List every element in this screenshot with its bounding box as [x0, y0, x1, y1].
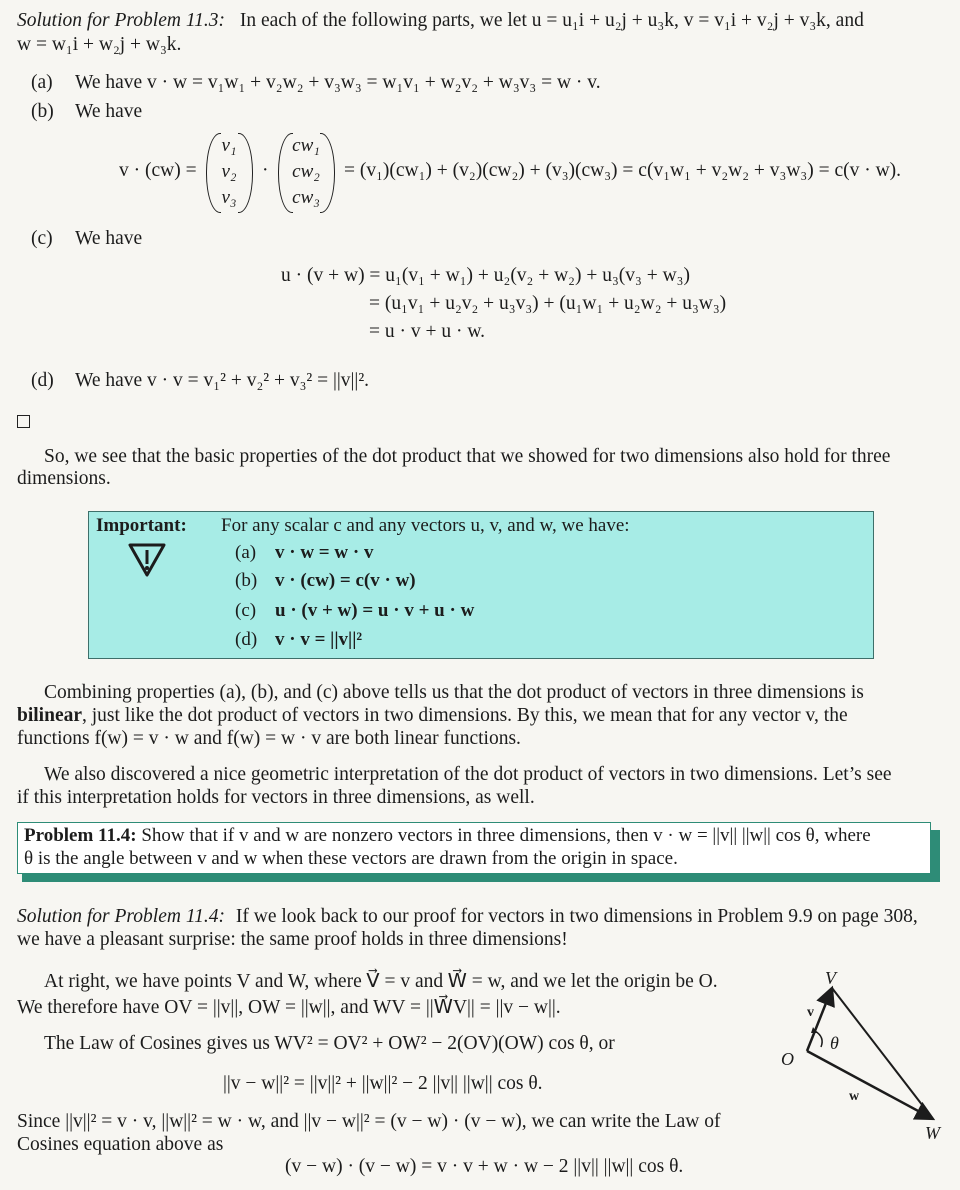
para-bilinear-line2-rest: , just like the dot product of vectors in two dimensions. By this, we mean that for any vector v, the [82, 705, 848, 726]
important-box [88, 511, 874, 659]
para-geometric-line1: We also discovered a nice geometric interpretation of the dot product of vectors in two dimensions. Let’s see [44, 764, 892, 785]
part-b [31, 100, 142, 124]
side-vw [832, 988, 933, 1119]
part-d [31, 369, 369, 393]
important-item [235, 629, 362, 651]
problem-114-line2: θ is the angle between v and w when these vectors are drawn from the origin in space. [24, 848, 678, 869]
problem-114-line1 [24, 825, 871, 847]
vector-v-label: v [807, 1005, 814, 1020]
important-item [235, 570, 416, 592]
solution-113-intro: In each of the following parts, we let u = u₁i + u₂j + u₃k, v = v₁i + v₂j + v₃k, and [239, 10, 864, 31]
solution-114-p3-line1: The Law of Cosines gives us WV² = OV² + OW² − 2(OV)(OW) cos θ, or [44, 1033, 615, 1054]
solution-114-heading: Solution for Problem 11.4: [17, 906, 225, 927]
important-intro: For any scalar c and any vectors u, v, and w, we have: [221, 515, 630, 536]
vec1-entry: v₂ [221, 161, 237, 182]
part-c-eq-line2: = (u₁v₁ + u₂v₂ + u₃v₃) + (u₁w₁ + u₂w₂ + u₃w₃) [369, 293, 727, 314]
part-d-label: (d) [31, 370, 54, 391]
para-bilinear-line2 [17, 704, 848, 728]
part-a [31, 71, 601, 95]
important-item-text: v · v = ||v||² [275, 629, 363, 650]
vector-w-label: w [849, 1089, 860, 1104]
solution-113-heading: Solution for Problem 11.3: [17, 10, 225, 31]
angle-theta-label: θ [830, 1033, 839, 1053]
problem-114-box [17, 822, 931, 874]
warning-icon [127, 542, 167, 583]
solution-114-p2-line2: We therefore have OV = ||v||, OW = ||w||, and WV = ||W⃗V|| = ||v − w||. [17, 997, 561, 1018]
solution-113-intro-line2: w = w₁i + w₂j + w₃k. [17, 34, 182, 55]
part-b-rhs: = (v₁)(cw₁) + (v₂)(cw₂) + (v₃)(cw₃) = c(v₁w₁ + v₂w₂ + v₃w₃) = c(v · w). [344, 160, 902, 181]
part-b-text: We have [75, 101, 143, 122]
important-item-label: (a) [235, 542, 257, 563]
solution-114-p4-line1: Since ||v||² = v · v, ||w||² = w · w, and ||v − w||² = (v − w) · (v − w), we can write the Law of [17, 1111, 721, 1132]
important-item-text: v · (cw) = c(v · w) [275, 570, 416, 591]
vec2-entry: cw₂ [292, 161, 320, 182]
important-item-label: (b) [235, 570, 258, 591]
vec2-right-paren [320, 133, 335, 213]
important-item-label: (c) [235, 600, 257, 621]
important-item-text: v · w = w · v [275, 542, 374, 563]
vec2-entry: cw₃ [292, 187, 320, 208]
important-item [235, 542, 373, 564]
triangle-diagram [775, 965, 960, 1150]
point-v-label: V [825, 968, 836, 988]
part-a-text: We have v · w = v₁w₁ + v₂w₂ + v₃w₃ = w₁v₁ + w₂v₂ + w₃v₃ = w · v. [75, 72, 601, 93]
part-c-eq-line1: u · (v + w) = u₁(v₁ + w₁) + u₂(v₂ + w₂) + u₃(v₃ + w₃) [281, 265, 690, 286]
part-d-text: We have v · v = v₁² + v₂² + v₃² = ||v||². [75, 370, 370, 391]
part-b-lhs: v · (cw) = [119, 160, 197, 181]
bilinear-term: bilinear [17, 705, 83, 726]
para-geometric-line2: if this interpretation holds for vectors in three dimensions, as well. [17, 787, 535, 808]
problem-114-text: Show that if v and w are nonzero vectors in three dimensions, then v · w = ||v|| ||w|| cos θ, where [141, 825, 871, 846]
important-title: Important: [96, 515, 187, 536]
vec1-entry: v₃ [221, 187, 237, 208]
solution-114-text: If we look back to our proof for vectors in two dimensions in Problem 9.9 on page 308, [235, 906, 918, 927]
problem-114-label: Problem 11.4: [24, 825, 137, 846]
part-a-label: (a) [31, 72, 53, 93]
para-basic-line2: dimensions. [17, 468, 111, 489]
para-bilinear-line3: functions f(w) = v · w and f(w) = w · v are both linear functions. [17, 728, 521, 749]
origin-label: O [781, 1049, 794, 1069]
vec1-entry: v₁ [221, 135, 237, 156]
important-item [235, 600, 474, 622]
para-bilinear-line1: Combining properties (a), (b), and (c) above tells us that the dot product of vectors in three dimensions is [44, 682, 864, 703]
solution-114-line1 [17, 905, 918, 929]
solution-114-p4-line2: Cosines equation above as [17, 1134, 224, 1155]
point-w-label: W [925, 1123, 940, 1143]
angle-arc [815, 1031, 822, 1047]
part-c-text: We have [75, 228, 143, 249]
solution-114-line2: we have a pleasant surprise: the same proof holds in three dimensions! [17, 929, 568, 950]
qed-square-icon [17, 415, 30, 428]
part-c-eq-line3: = u · v + u · w. [369, 321, 486, 342]
solution-114-p2-line1: At right, we have points V and W, where V⃗ = v and W⃗ = w, and we let the origin be O. [44, 971, 718, 992]
part-b-label: (b) [31, 101, 54, 122]
vec2-entry: cw₁ [292, 135, 320, 156]
solution-113-intro-line1 [17, 9, 864, 33]
vec1-right-paren [238, 133, 253, 213]
law-of-cosines-equation: ||v − w||² = ||v||² + ||w||² − 2 ||v|| ||w|| cos θ. [223, 1073, 543, 1094]
dot-operator: · [262, 160, 269, 181]
dot-product-equation: (v − w) · (v − w) = v · v + w · w − 2 ||v|| ||w|| cos θ. [285, 1156, 684, 1177]
important-item-label: (d) [235, 629, 258, 650]
part-c [31, 227, 142, 251]
vector-w-arrow [807, 1051, 933, 1119]
important-item-text: u · (v + w) = u · v + u · w [275, 600, 475, 621]
para-basic-line1: So, we see that the basic properties of the dot product that we showed for two dimensions also hold for three [44, 446, 891, 467]
part-c-label: (c) [31, 228, 53, 249]
